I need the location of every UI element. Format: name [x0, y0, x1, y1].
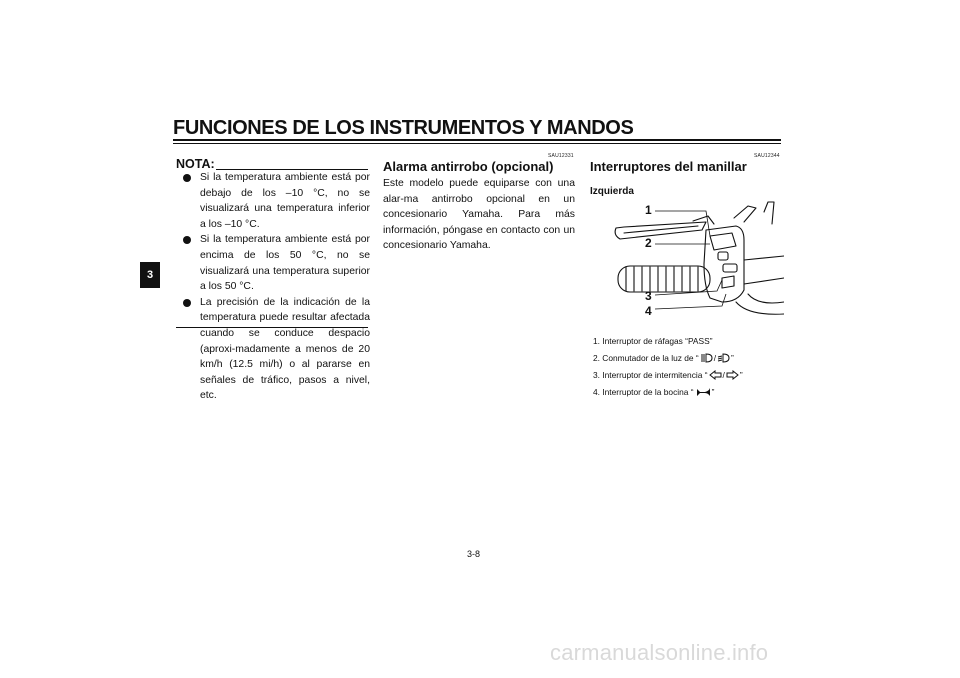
legend-item: 1. Interruptor de ráfagas “PASS”: [593, 335, 713, 346]
low-beam-icon: [717, 353, 730, 363]
header-rule: [173, 139, 781, 141]
page-number: 3-8: [467, 549, 481, 559]
note-bottom-rule: [176, 327, 368, 328]
note-label: NOTA:: [176, 157, 215, 171]
high-beam-icon: [700, 353, 713, 363]
handlebar-illustration: [598, 194, 784, 324]
legend-item: 3. Interruptor de intermitencia “ / ”: [593, 369, 743, 380]
turn-left-icon: [709, 370, 722, 380]
horn-icon: [695, 387, 711, 397]
legend-item: 2. Conmutador de la luz de “ / ”: [593, 352, 734, 363]
note-list: [176, 170, 370, 404]
callout-2: 2: [645, 236, 652, 250]
chapter-tab: 3: [140, 262, 160, 288]
bullet-icon: [183, 299, 191, 307]
section-code: SAU12331: [548, 153, 574, 159]
alarm-paragraph: Este modelo puede equiparse con una alar-ma antirrobo opcional en un concesionario Yamaha. Para más información, póngase en contacto con un concesionario Yamaha.: [383, 178, 575, 252]
bullet-icon: [183, 174, 191, 182]
legend-item: 4. Interruptor de la bocina “ ”: [593, 386, 715, 397]
header-rule-thin: [173, 143, 781, 144]
section-title-alarm: Alarma antirrobo (opcional): [383, 159, 554, 174]
watermark: carmanualsonline.info: [550, 640, 769, 665]
note-item: Si la temperatura ambiente está por debajo de los –10 °C, no se visualizará una temperatura inferior a los –10 °C.: [176, 170, 370, 232]
callout-1: 1: [645, 203, 652, 217]
section-code: SAU12344: [754, 153, 780, 159]
note-item: Si la temperatura ambiente está por encima de los 50 °C, no se visualizará una temperatura superior a los 50 °C.: [176, 232, 370, 294]
subheading-left: Izquierda: [590, 186, 634, 197]
callout-4: 4: [645, 304, 652, 318]
callout-3: 3: [645, 289, 652, 303]
section-title-switches: Interruptores del manillar: [590, 159, 747, 174]
bullet-icon: [183, 236, 191, 244]
note-item: La precisión de la indicación de la temperatura puede resultar afectada cuando se conduce despacio (aproxi-madamente a menos de 20 km/h (12.5 mi/h) o al pararse en señales de tráfico, pasos a nivel, etc.: [176, 295, 370, 404]
page-header-title: FUNCIONES DE LOS INSTRUMENTOS Y MANDOS: [173, 117, 634, 139]
figure-legend: [593, 332, 743, 400]
turn-right-icon: [726, 370, 739, 380]
